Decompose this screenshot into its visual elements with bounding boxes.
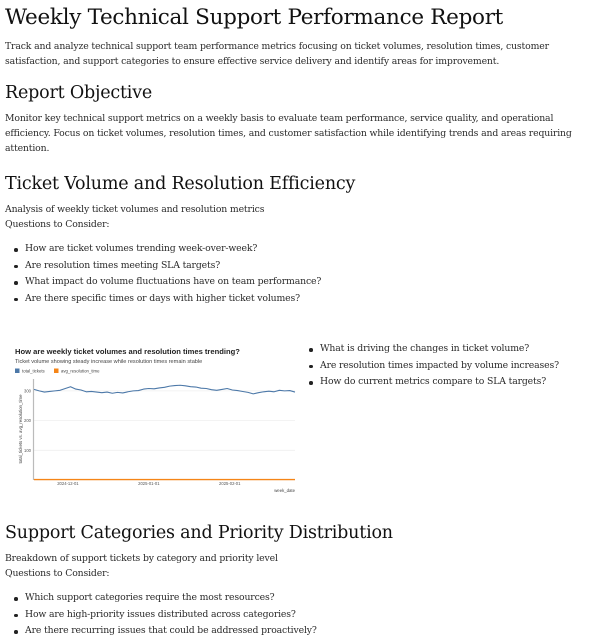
question-item: How are high-priority issues distributed across categories? [25, 607, 595, 624]
question-item: Are resolution times meeting SLA targets? [25, 258, 595, 275]
legend-swatch-avg-resolution-time [54, 369, 59, 374]
x-axis-ticks [57, 481, 241, 486]
y-tick-label: 100 [24, 447, 31, 453]
question-item: How do current metrics compare to SLA targets? [320, 374, 559, 391]
objective-text: Monitor key technical support metrics on a weekly basis to evaluate team performance, service quality, and operational efficiency. Focus on ticket volumes, resolution times, and customer satisfaction while identifying trends and areas requiring attention. [5, 113, 572, 154]
chart-gridlines [34, 391, 295, 450]
ticket-volume-chart[interactable] [5, 337, 305, 507]
question-item: What is driving the changes in ticket volume? [320, 341, 559, 358]
section-heading: Support Categories and Priority Distribution [5, 523, 393, 543]
question-item: How are ticket volumes trending week-over-week? [25, 241, 595, 258]
questions-label: Questions to Consider: [5, 568, 110, 579]
chart-legend [15, 369, 100, 374]
x-tick-label: 2025-02-01 [219, 481, 241, 486]
chart-series [34, 385, 295, 479]
page-description: Track and analyze technical support team performance metrics focusing on ticket volumes, resolution times, customer satisfaction, and support categories to ensure effective service delivery and identify areas for improvement. [5, 41, 549, 67]
question-item: Are there specific times or days with higher ticket volumes? [25, 291, 595, 308]
x-tick-label: 2025-01-01 [138, 481, 160, 486]
section-subtitle: Breakdown of support tickets by category and priority level [5, 553, 278, 564]
y-axis-label: total_tickets vs. avg_resolution_time [18, 394, 23, 464]
question-item: Which support categories require the most resources? [25, 590, 595, 607]
page-title: Weekly Technical Support Performance Report [5, 5, 504, 30]
legend-label-total-tickets: total_tickets [22, 368, 45, 374]
question-item: What impact do volume fluctuations have on team performance? [25, 274, 595, 291]
chart-title: How are weekly ticket volumes and resolution times trending? [15, 347, 240, 356]
objective-heading: Report Objective [5, 83, 153, 103]
legend-swatch-total-tickets [15, 369, 20, 374]
section-categories [5, 523, 595, 640]
section-ticket-volume [5, 174, 595, 507]
chart-row [5, 337, 595, 507]
question-item: Are resolution times impacted by volume increases? [320, 358, 559, 375]
legend-label-avg-resolution-time: avg_resolution_time [61, 368, 100, 374]
report-page [0, 5, 600, 640]
chart-svg [5, 337, 305, 507]
questions-list [5, 241, 595, 307]
section-subtitle: Analysis of weekly ticket volumes and resolution metrics [5, 204, 265, 215]
side-questions [305, 337, 559, 507]
y-axis-ticks [24, 388, 32, 452]
y-tick-label: 300 [24, 388, 31, 394]
questions-list [5, 590, 595, 640]
x-tick-label: 2024-12-01 [57, 481, 79, 486]
section-heading: Ticket Volume and Resolution Efficiency [5, 174, 356, 194]
y-tick-label: 200 [24, 418, 31, 424]
questions-label: Questions to Consider: [5, 219, 110, 230]
x-axis-label: week_date [274, 488, 295, 493]
chart-subtitle: Ticket volume showing steady increase while resolution times remain stable [15, 359, 203, 365]
series-line-total-tickets [34, 385, 295, 394]
question-item: Are there recurring issues that could be addressed proactively? [25, 623, 595, 640]
